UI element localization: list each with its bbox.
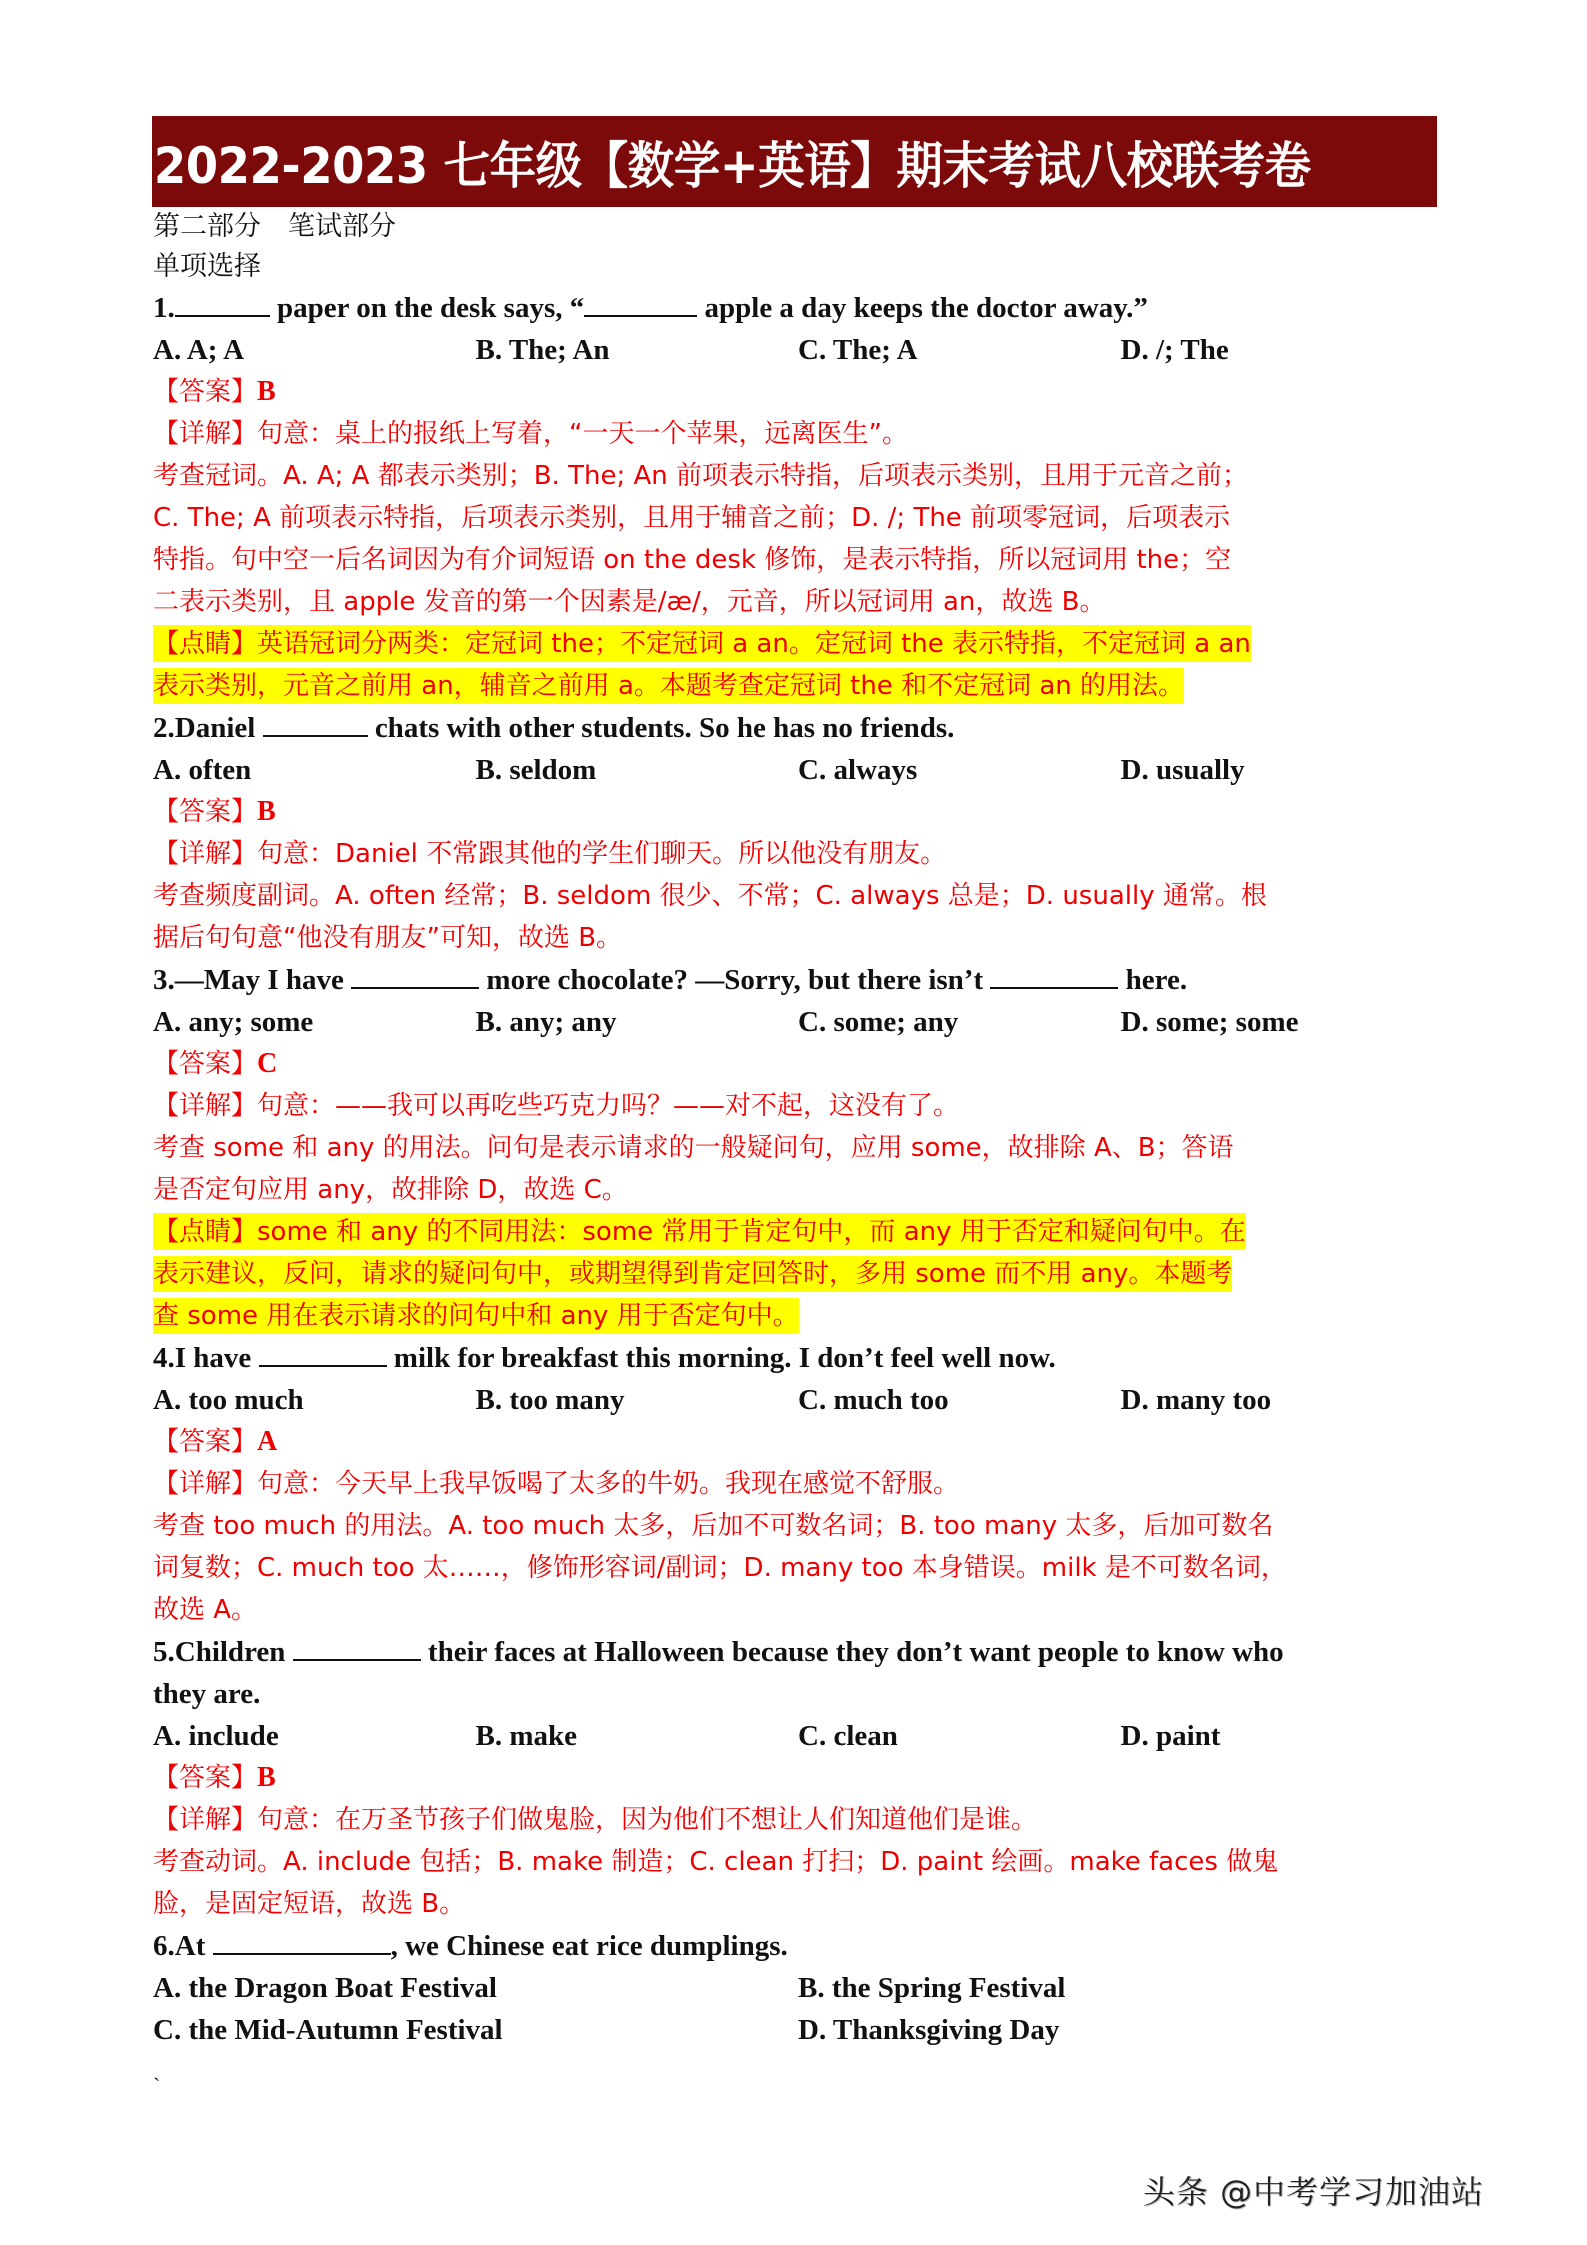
option-c: C. much too xyxy=(798,1384,949,1416)
detail-text: 句意：在万圣节孩子们做鬼脸，因为他们不想让人们知道他们是谁。 xyxy=(257,1805,1038,1835)
answer-tag: 【答案】 xyxy=(153,1763,258,1793)
question-3-stem xyxy=(153,959,1443,1001)
answer-line xyxy=(153,1757,1443,1799)
option-a: A. too much xyxy=(153,1384,304,1416)
tip-text: 表示建议，反问，请求的疑问句中，或期望得到肯定回答时，多用 some 而不用 any。本题考 xyxy=(153,1256,1232,1292)
detail-line: 考查 some 和 any 的用法。问句是表示请求的一般疑问句，应用 some，故排除 A、B；答语 xyxy=(153,1133,1234,1163)
detail-line: 据后句句意“他没有朋友”可知，故选 B。 xyxy=(153,923,623,953)
question-number: 1. xyxy=(153,292,175,324)
question-number: 3. xyxy=(153,964,175,996)
tip-text: 英语冠词分两类：定冠词 the；不定冠词 a an。定冠词 the 表示特指，不定冠词 a an xyxy=(257,629,1251,659)
stem-text: I have xyxy=(174,1342,259,1374)
tip-line xyxy=(153,623,1443,665)
option-a: A. any; some xyxy=(153,1006,314,1038)
tip-tag: 【点睛】 xyxy=(153,629,258,659)
option-d: D. Thanksgiving Day xyxy=(798,2014,1060,2046)
answer-blank xyxy=(213,1931,391,1955)
stem-text: here. xyxy=(1118,964,1188,996)
page-title: 2022-2023 七年级【数学+英语】期末考试八校联考卷 xyxy=(153,136,1311,195)
stray-mark: ` xyxy=(153,2073,161,2098)
question-5-stem-cont: they are. xyxy=(153,1678,261,1710)
answer-tag: 【答案】 xyxy=(153,1049,258,1079)
question-2-options xyxy=(153,749,1443,791)
question-2-stem xyxy=(153,707,1443,749)
detail-line: 是否定句应用 any，故排除 D，故选 C。 xyxy=(153,1175,628,1205)
detail-line: 脸，是固定短语，故选 B。 xyxy=(153,1889,466,1919)
detail-text: 句意：今天早上我早饭喝了太多的牛奶。我现在感觉不舒服。 xyxy=(257,1469,960,1499)
answer-tag: 【答案】 xyxy=(153,1427,258,1457)
stem-text: paper on the desk says, “ xyxy=(269,292,585,324)
tip-text: 表示类别，元音之前用 an，辅音之前用 a。本题考查定冠词 the 和不定冠词 an 的用法。 xyxy=(153,668,1184,704)
option-c: C. some; any xyxy=(798,1006,959,1038)
detail-line xyxy=(153,1799,1443,1841)
stem-text: Daniel xyxy=(174,712,263,744)
question-5-stem xyxy=(153,1631,1443,1673)
answer-line xyxy=(153,1421,1443,1463)
tip-tag: 【点睛】 xyxy=(153,1217,258,1247)
stem-text: milk for breakfast this morning. I don’t feel well now. xyxy=(386,1342,1056,1374)
tip-text: 查 some 用在表示请求的问句中和 any 用于否定句中。 xyxy=(153,1298,799,1334)
detail-line xyxy=(153,1463,1443,1505)
detail-text: 句意：Daniel 不常跟其他的学生们聊天。所以他没有朋友。 xyxy=(257,839,947,869)
answer-value: A xyxy=(257,1426,278,1457)
option-c: C. always xyxy=(798,754,918,786)
detail-line: 词复数；C. much too 太……，修饰形容词/副词；D. many too 本身错误。milk 是不可数名词， xyxy=(153,1553,1287,1583)
question-4-stem xyxy=(153,1337,1443,1379)
answer-blank xyxy=(263,713,368,737)
tip-line xyxy=(153,1211,1443,1253)
stem-text: more chocolate? —Sorry, but there isn’t xyxy=(479,964,991,996)
exam-page xyxy=(153,116,1443,2101)
detail-line xyxy=(153,833,1443,875)
tip-text: some 和 any 的不同用法：some 常用于肯定句中，而 any 用于否定和疑问句中。在 xyxy=(257,1217,1246,1247)
watermark: 头条 @中考学习加油站 xyxy=(1143,2173,1485,2211)
detail-line: C. The; A 前项表示特指，后项表示类别，且用于辅音之前；D. /; The 前项零冠词，后项表示 xyxy=(153,503,1231,533)
answer-line xyxy=(153,1043,1443,1085)
detail-text: 句意：桌上的报纸上写着，“一天一个苹果，远离医生”。 xyxy=(257,419,908,449)
answer-value: B xyxy=(257,796,276,827)
detail-tag: 【详解】 xyxy=(153,839,258,869)
stem-text: chats with other students. So he has no friends. xyxy=(367,712,955,744)
detail-line: 故选 A。 xyxy=(153,1595,258,1625)
tip-line xyxy=(153,1253,1443,1295)
detail-tag: 【详解】 xyxy=(153,1805,258,1835)
detail-tag: 【详解】 xyxy=(153,1091,258,1121)
question-number: 2. xyxy=(153,712,175,744)
detail-line: 考查 too much 的用法。A. too much 太多，后加不可数名词；B. too many 太多，后加可数名 xyxy=(153,1511,1274,1541)
answer-blank xyxy=(293,1637,421,1661)
option-b: B. too many xyxy=(475,1384,625,1416)
option-a: A. include xyxy=(153,1720,279,1752)
question-3-options xyxy=(153,1001,1443,1043)
stem-text: , we Chinese eat rice dumplings. xyxy=(390,1930,788,1962)
answer-value: C xyxy=(257,1048,278,1079)
option-c: C. The; A xyxy=(798,334,918,366)
part-heading: 第二部分 笔试部分 xyxy=(153,211,396,242)
answer-line xyxy=(153,371,1443,413)
option-a: A. A; A xyxy=(153,334,245,366)
answer-value: B xyxy=(257,1762,276,1793)
detail-tag: 【详解】 xyxy=(153,419,258,449)
option-c: C. clean xyxy=(798,1720,898,1752)
answer-blank xyxy=(584,293,697,317)
detail-line: 考查频度副词。A. often 经常；B. seldom 很少、不常；C. always 总是；D. usually 通常。根 xyxy=(153,881,1267,911)
option-d: D. paint xyxy=(1120,1720,1221,1752)
option-b: B. the Spring Festival xyxy=(798,1972,1066,2004)
question-1-options xyxy=(153,329,1443,371)
answer-tag: 【答案】 xyxy=(153,377,258,407)
stem-text: —May I have xyxy=(174,964,352,996)
question-6-options-row1 xyxy=(153,1967,1443,2009)
option-d: D. usually xyxy=(1120,754,1245,786)
answer-value: B xyxy=(257,376,276,407)
answer-blank xyxy=(990,965,1118,989)
question-4-options xyxy=(153,1379,1443,1421)
detail-text: 句意：——我可以再吃些巧克力吗？——对不起，这没有了。 xyxy=(257,1091,960,1121)
question-1-stem xyxy=(153,287,1443,329)
option-d: D. /; The xyxy=(1120,334,1229,366)
section-heading: 单项选择 xyxy=(153,251,261,282)
detail-line: 特指。句中空一后名词因为有介词短语 on the desk 修饰，是表示特指，所以冠词用 the；空 xyxy=(153,545,1232,575)
question-6-options-row2 xyxy=(153,2009,1443,2051)
question-6-stem xyxy=(153,1925,1443,1967)
question-number: 4. xyxy=(153,1342,175,1374)
stem-text: Children xyxy=(174,1636,293,1668)
detail-line xyxy=(153,413,1443,455)
option-b: B. The; An xyxy=(475,334,610,366)
option-c: C. the Mid-Autumn Festival xyxy=(153,2014,503,2046)
tip-line xyxy=(153,1295,1443,1337)
option-d: D. some; some xyxy=(1120,1006,1299,1038)
option-a: A. often xyxy=(153,754,252,786)
answer-blank xyxy=(175,293,270,317)
detail-line: 考查冠词。A. A; A 都表示类别；B. The; An 前项表示特指，后项表示类别，且用于元音之前； xyxy=(153,461,1248,491)
stem-text: their faces at Halloween because they don’t want people to know who xyxy=(420,1636,1284,1668)
detail-line xyxy=(153,1085,1443,1127)
option-b: B. make xyxy=(475,1720,577,1752)
detail-line: 考查动词。A. include 包括；B. make 制造；C. clean 打扫；D. paint 绘画。make faces 做鬼 xyxy=(153,1847,1279,1877)
answer-line xyxy=(153,791,1443,833)
answer-blank xyxy=(351,965,479,989)
question-5-options xyxy=(153,1715,1443,1757)
option-b: B. any; any xyxy=(475,1006,617,1038)
question-number: 6. xyxy=(153,1930,175,1962)
option-d: D. many too xyxy=(1120,1384,1272,1416)
detail-tag: 【详解】 xyxy=(153,1469,258,1499)
question-number: 5. xyxy=(153,1636,175,1668)
detail-line: 二表示类别，且 apple 发音的第一个因素是/æ/，元音，所以冠词用 an，故选 B。 xyxy=(153,587,1106,617)
answer-blank xyxy=(259,1343,387,1367)
stem-text: apple a day keeps the doctor away.” xyxy=(697,292,1148,324)
option-b: B. seldom xyxy=(475,754,597,786)
option-a: A. the Dragon Boat Festival xyxy=(153,1972,497,2004)
stem-text: At xyxy=(174,1930,213,1962)
tip-line xyxy=(153,665,1443,707)
answer-tag: 【答案】 xyxy=(153,797,258,827)
title-banner xyxy=(152,116,1437,207)
